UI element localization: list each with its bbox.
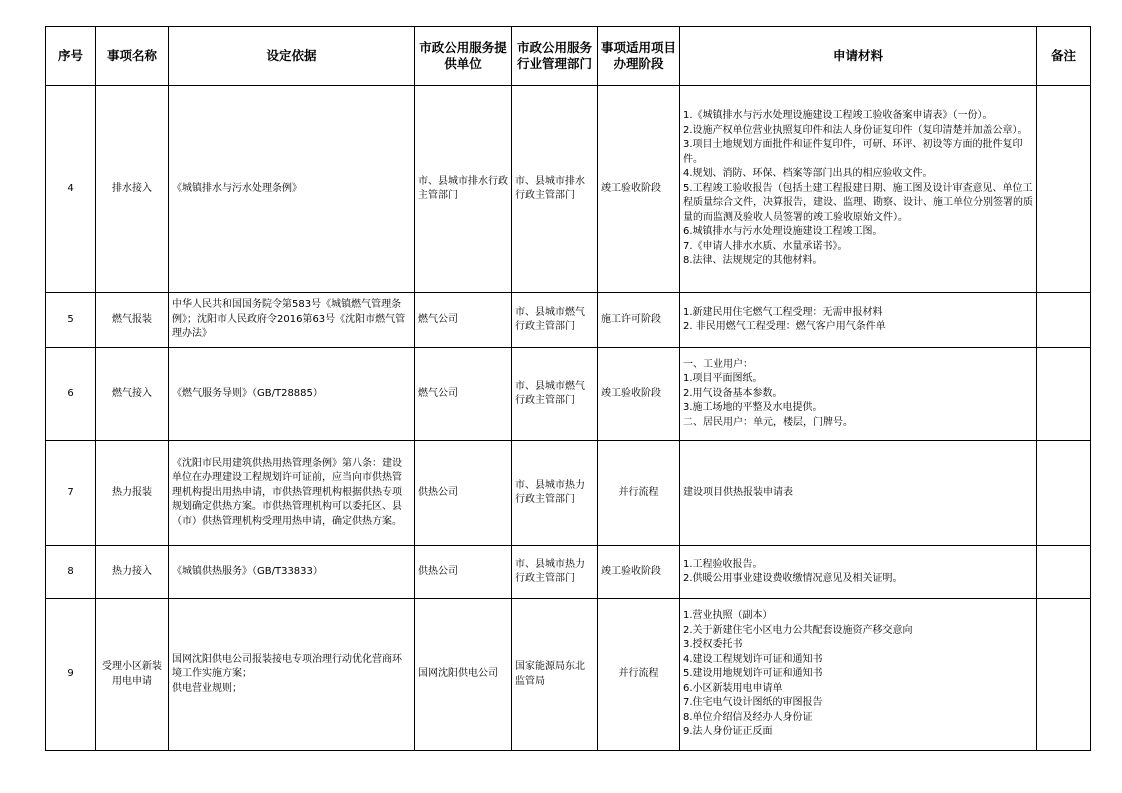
material-item: 2.设施产权单位营业执照复印件和法人身份证复印件（复印清楚并加盖公章）。 — [683, 124, 1028, 136]
cell-remark — [1037, 348, 1091, 441]
header-dept: 市政公用服务行业管理部门 — [512, 27, 598, 86]
header-remark: 备注 — [1037, 27, 1091, 86]
cell-provider: 供热公司 — [415, 441, 512, 546]
cell-basis: 《沈阳市民用建筑供热用热管理条例》第八条：建设单位在办理建设工程规划许可证前，应当向市供热管理机构提出用热申请，市供热管理机构根据供热专项规划确定供热方案。市供热管理机构可以委托区、县（市）供热管理机构受理用热申请，确定供热方案。 — [169, 441, 415, 546]
table-row — [46, 546, 1091, 599]
cell-seq: 4 — [46, 86, 96, 293]
cell-seq: 9 — [46, 599, 96, 751]
cell-dept: 市、县城市排水行政主管部门 — [512, 86, 598, 293]
table-row — [46, 599, 1091, 751]
material-item: 2.供暖公用事业建设费收缴情况意见及相关证明。 — [683, 573, 903, 584]
cell-dept: 市、县城市燃气行政主管部门 — [512, 293, 598, 348]
header-row — [46, 27, 1091, 86]
material-item: 3.授权委托书 — [683, 639, 743, 651]
cell-stage: 施工许可阶段 — [598, 293, 680, 348]
cell-basis: 《城镇供热服务》（GB/T33833） — [169, 546, 415, 599]
cell-basis: 《燃气服务导则》（GB/T28885） — [169, 348, 415, 441]
cell-remark — [1037, 599, 1091, 751]
header-seq: 序号 — [46, 27, 96, 86]
cell-name: 热力接入 — [96, 546, 169, 599]
material-item: 1.《城镇排水与污水处理设施建设工程竣工验收备案申请表》（一份）。 — [683, 110, 993, 122]
cell-dept: 国家能源局东北监管局 — [512, 599, 598, 751]
cell-seq: 8 — [46, 546, 96, 599]
cell-name: 燃气报装 — [96, 293, 169, 348]
cell-materials — [680, 86, 1037, 293]
cell-materials — [680, 348, 1037, 441]
cell-remark — [1037, 546, 1091, 599]
material-item: 6.城镇排水与污水处理设施建设工程竣工图。 — [683, 226, 883, 238]
cell-basis: 中华人民共和国国务院令第583号《城镇燃气管理条例》；沈阳市人民政府令2016第63号《沈阳市燃气管理办法》 — [169, 293, 415, 348]
material-item: 1.营业执照（副本） — [683, 610, 773, 622]
cell-provider: 供热公司 — [415, 546, 512, 599]
material-item: 2.关于新建住宅小区电力公共配套设施资产移交意向 — [683, 624, 913, 636]
cell-provider: 燃气公司 — [415, 293, 512, 348]
cell-name: 燃气接入 — [96, 348, 169, 441]
material-item: 一、工业用户： — [683, 358, 753, 370]
cell-seq: 7 — [46, 441, 96, 546]
materials-list — [683, 306, 1033, 335]
cell-stage: 竣工验收阶段 — [598, 546, 680, 599]
cell-remark — [1037, 441, 1091, 546]
cell-stage: 并行流程 — [598, 441, 680, 546]
materials-list — [683, 558, 1033, 587]
cell-provider: 国网沈阳供电公司 — [415, 599, 512, 751]
material-item: 1.项目平面图纸。 — [683, 373, 763, 385]
cell-remark — [1037, 293, 1091, 348]
cell-remark — [1037, 86, 1091, 293]
cell-materials — [680, 441, 1037, 546]
service-items-table — [45, 26, 1091, 751]
cell-basis: 《城镇排水与污水处理条例》 — [169, 86, 415, 293]
table-row — [46, 293, 1091, 348]
cell-stage: 并行流程 — [598, 599, 680, 751]
header-name: 事项名称 — [96, 27, 169, 86]
material-item: 4.规划、消防、环保、档案等部门出具的相应验收文件。 — [683, 168, 933, 180]
header-basis: 设定依据 — [169, 27, 415, 86]
cell-name: 热力报装 — [96, 441, 169, 546]
table-row — [46, 348, 1091, 441]
header-materials: 申请材料 — [680, 27, 1037, 86]
cell-provider: 燃气公司 — [415, 348, 512, 441]
cell-stage: 竣工验收阶段 — [598, 86, 680, 293]
cell-materials — [680, 546, 1037, 599]
material-item: 3.项目土地规划方面批件和证件复印件，可研、环评、初设等方面的批件复印件。 — [683, 139, 1023, 165]
cell-stage: 竣工验收阶段 — [598, 348, 680, 441]
material-item: 7.《申请人排水水质、水量承诺书》。 — [683, 240, 848, 252]
material-item: 1.新建民用住宅燃气工程受理：无需申报材料 — [683, 306, 883, 318]
material-item: 3.施工场地的平整及水电提供。 — [683, 402, 823, 414]
material-item: 4.建设工程规划许可证和通知书 — [683, 653, 823, 665]
material-item: 1.工程验收报告。 — [683, 558, 763, 570]
material-item: 5.建设用地规划许可证和通知书 — [683, 668, 823, 680]
header-stage: 事项适用项目办理阶段 — [598, 27, 680, 86]
materials-list — [683, 109, 1033, 269]
materials-list — [683, 609, 1033, 740]
materials-list — [683, 486, 1033, 501]
material-item: 8.单位介绍信及经办人身份证 — [683, 711, 813, 723]
cell-seq: 6 — [46, 348, 96, 441]
cell-basis: 国网沈阳供电公司报装接电专项治理行动优化营商环境工作实施方案； 供电营业规则； — [169, 599, 415, 751]
material-item: 建设项目供热报装申请表 — [683, 486, 793, 498]
cell-dept: 市、县城市热力行政主管部门 — [512, 546, 598, 599]
cell-dept: 市、县城市燃气行政主管部门 — [512, 348, 598, 441]
material-item: 二、居民用户：单元，楼层，门牌号。 — [683, 416, 853, 428]
header-provider: 市政公用服务提供单位 — [415, 27, 512, 86]
material-item: 7.住宅电气设计图纸的审图报告 — [683, 697, 823, 709]
table-row — [46, 441, 1091, 546]
table-row — [46, 86, 1091, 293]
material-item: 2.用气设备基本参数。 — [683, 387, 783, 399]
cell-materials — [680, 293, 1037, 348]
cell-provider: 市、县城市排水行政主管部门 — [415, 86, 512, 293]
materials-list — [683, 358, 1033, 431]
material-item: 8.法律、法规规定的其他材料。 — [683, 255, 823, 267]
cell-seq: 5 — [46, 293, 96, 348]
cell-materials — [680, 599, 1037, 751]
cell-name: 受理小区新装用电申请 — [96, 599, 169, 751]
cell-dept: 市、县城市热力行政主管部门 — [512, 441, 598, 546]
material-item: 9.法人身份证正反面 — [683, 726, 773, 738]
material-item: 2. 非民用燃气工程受理：燃气客户用气条件单 — [683, 321, 886, 332]
material-item: 5.工程竣工验收报告（包括土建工程报建日期、施工图及设计审查意见、单位工程质量综合文件，决算报告，建设、监理、勘察、设计、施工单位分别签署的质量的而监测及验收人员签署的竣工验收原始文件）。 — [683, 182, 1033, 223]
cell-name: 排水接入 — [96, 86, 169, 293]
material-item: 6.小区新装用电申请单 — [683, 682, 783, 694]
